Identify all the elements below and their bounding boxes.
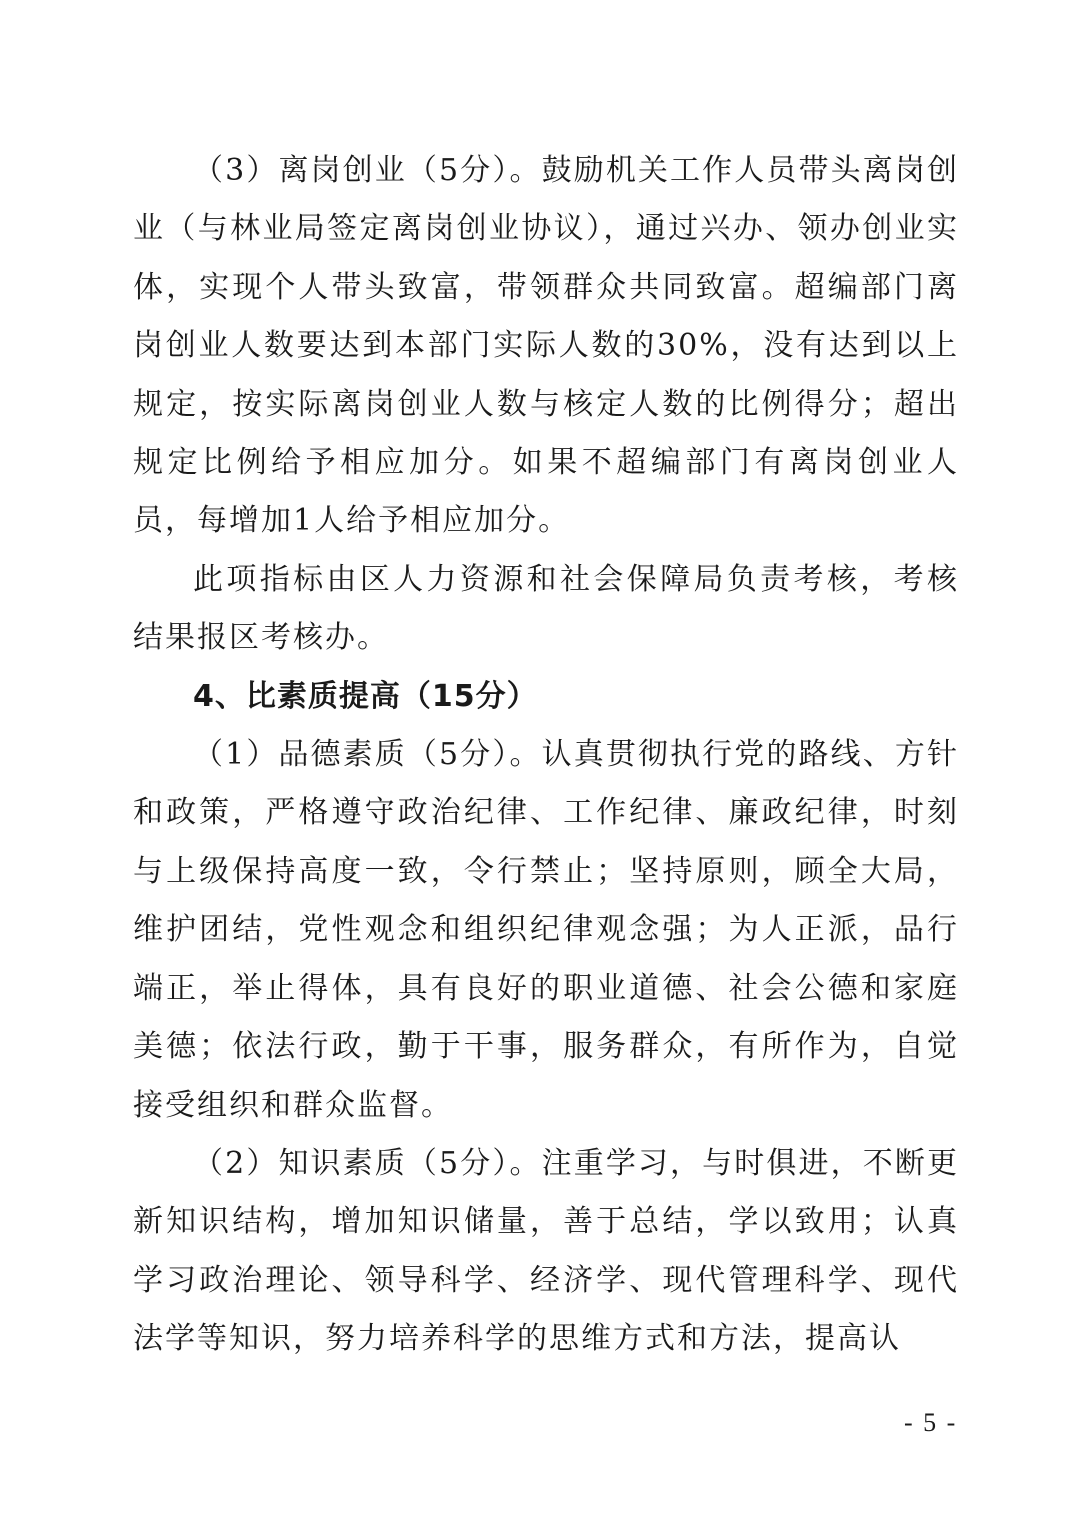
paragraph-assessment-note: 此项指标由区人力资源和社会保障局负责考核，考核结果报区考核办。	[133, 561, 959, 656]
section-heading-quality-improvement: 4、比素质提高（15分）	[193, 678, 538, 714]
paragraph-resignation-entrepreneurship: （3）离岗创业（5分）。鼓励机关工作人员带头离岗创业（与林业局签定离岗创业协议），通过兴办、领办创业实体，实现个人带头致富，带领群众共同致富。超编部门离岗创业人数要达到本部门实际人数的30%，没有达到以上规定，按实际离岗创业人数与核定人数的比例得分；超出规定比例给予相应加分。如果不超编部门有离岗创业人员，每增加1人给予相应加分。	[133, 153, 959, 539]
page-number: - 5 -	[904, 1408, 958, 1437]
paragraph-moral-quality: （1）品德素质（5分）。认真贯彻执行党的路线、方针和政策，严格遵守政治纪律、工作纪律、廉政纪律，时刻与上级保持高度一致，令行禁止；坚持原则，顾全大局，维护团结，党性观念和组织纪律观念强；为人正派，品行端正，举止得体，具有良好的职业道德、社会公德和家庭美德；依法行政，勤于干事，服务群众，有所作为，自觉接受组织和群众监督。	[133, 737, 959, 1123]
document-body	[133, 142, 959, 1369]
paragraph-knowledge-quality: （2）知识素质（5分）。注重学习，与时俱进，不断更新知识结构，增加知识储量，善于总结，学以致用；认真学习政治理论、领导科学、经济学、现代管理科学、现代法学等知识，努力培养科学的思维方式和方法，提高认	[133, 1145, 959, 1357]
